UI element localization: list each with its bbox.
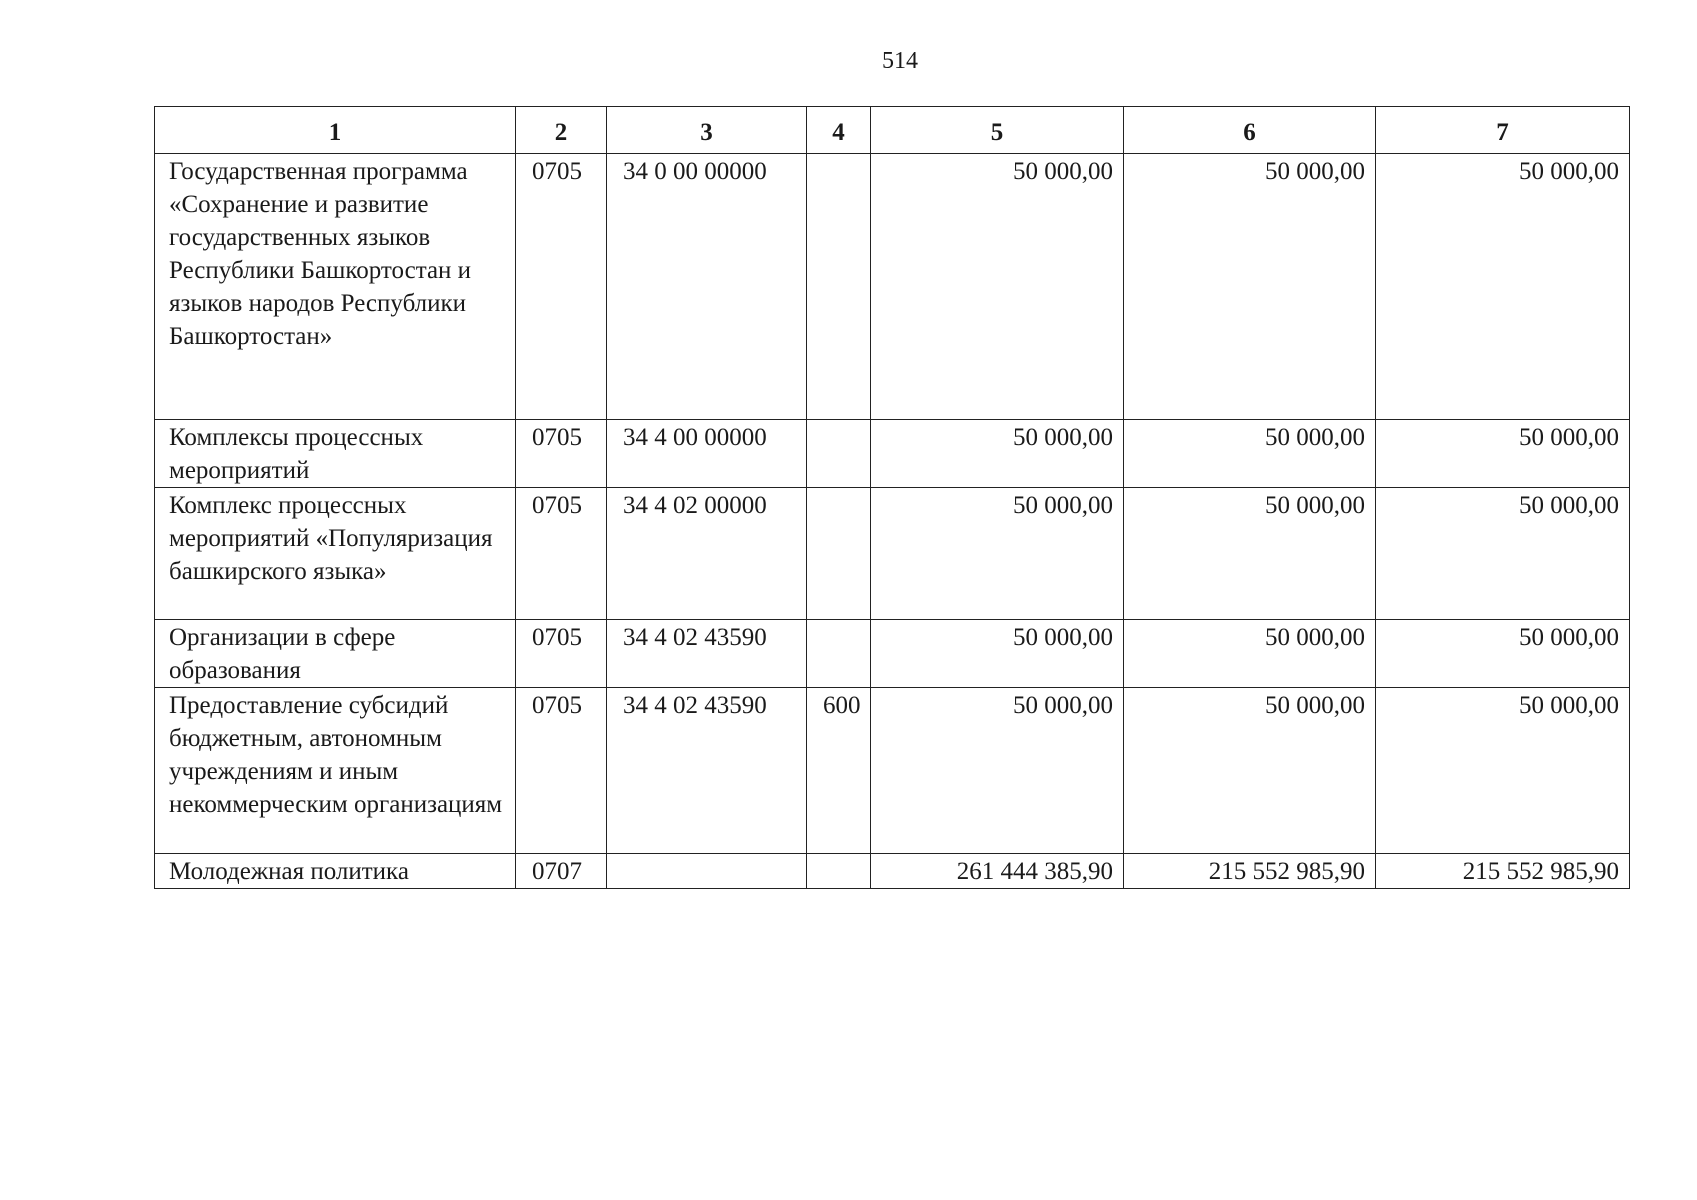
cell-target: 34 4 02 00000 [607, 488, 807, 620]
cell-value-3: 50 000,00 [1376, 154, 1630, 420]
cell-section: 0705 [516, 154, 607, 420]
cell-value-2: 50 000,00 [1124, 154, 1376, 420]
cell-name: Государственная программа «Сохранение и развитие государственных языков Республики Башкортостан и языков народов Республики Башкортостан» [155, 154, 516, 420]
header-col-3: 3 [607, 107, 807, 154]
header-col-4: 4 [807, 107, 871, 154]
table-row [155, 854, 1630, 889]
header-col-2: 2 [516, 107, 607, 154]
cell-type [807, 620, 871, 688]
header-col-1: 1 [155, 107, 516, 154]
cell-value-1: 50 000,00 [871, 154, 1124, 420]
cell-section: 0705 [516, 488, 607, 620]
cell-target: 34 4 02 43590 [607, 620, 807, 688]
cell-value-1: 261 444 385,90 [871, 854, 1124, 889]
cell-section: 0707 [516, 854, 607, 889]
cell-section: 0705 [516, 620, 607, 688]
table-row [155, 688, 1630, 854]
table-row [155, 154, 1630, 420]
header-col-7: 7 [1376, 107, 1630, 154]
cell-name: Организации в сфере образования [155, 620, 516, 688]
table-header-row [155, 107, 1630, 154]
cell-section: 0705 [516, 420, 607, 488]
cell-value-2: 50 000,00 [1124, 420, 1376, 488]
header-col-5: 5 [871, 107, 1124, 154]
table-row [155, 620, 1630, 688]
cell-name: Комплекс процессных мероприятий «Популяризация башкирского языка» [155, 488, 516, 620]
cell-target: 34 4 02 43590 [607, 688, 807, 854]
cell-type [807, 854, 871, 889]
cell-section: 0705 [516, 688, 607, 854]
cell-value-3: 50 000,00 [1376, 688, 1630, 854]
cell-value-3: 50 000,00 [1376, 620, 1630, 688]
cell-type [807, 154, 871, 420]
cell-value-3: 215 552 985,90 [1376, 854, 1630, 889]
cell-type: 600 [807, 688, 871, 854]
cell-target: 34 4 00 00000 [607, 420, 807, 488]
cell-type [807, 420, 871, 488]
cell-value-3: 50 000,00 [1376, 420, 1630, 488]
cell-type [807, 488, 871, 620]
header-col-6: 6 [1124, 107, 1376, 154]
cell-name: Комплексы процессных мероприятий [155, 420, 516, 488]
table-row [155, 488, 1630, 620]
cell-value-1: 50 000,00 [871, 688, 1124, 854]
budget-table [154, 106, 1630, 889]
cell-value-2: 50 000,00 [1124, 688, 1376, 854]
cell-value-1: 50 000,00 [871, 488, 1124, 620]
cell-value-1: 50 000,00 [871, 620, 1124, 688]
cell-target: 34 0 00 00000 [607, 154, 807, 420]
cell-value-2: 215 552 985,90 [1124, 854, 1376, 889]
cell-value-2: 50 000,00 [1124, 488, 1376, 620]
table-row [155, 420, 1630, 488]
page-number: 514 [882, 48, 918, 74]
cell-value-2: 50 000,00 [1124, 620, 1376, 688]
cell-name: Предоставление субсидий бюджетным, автономным учреждениям и иным некоммерческим организациям [155, 688, 516, 854]
cell-name: Молодежная политика [155, 854, 516, 889]
cell-value-3: 50 000,00 [1376, 488, 1630, 620]
cell-target [607, 854, 807, 889]
cell-value-1: 50 000,00 [871, 420, 1124, 488]
